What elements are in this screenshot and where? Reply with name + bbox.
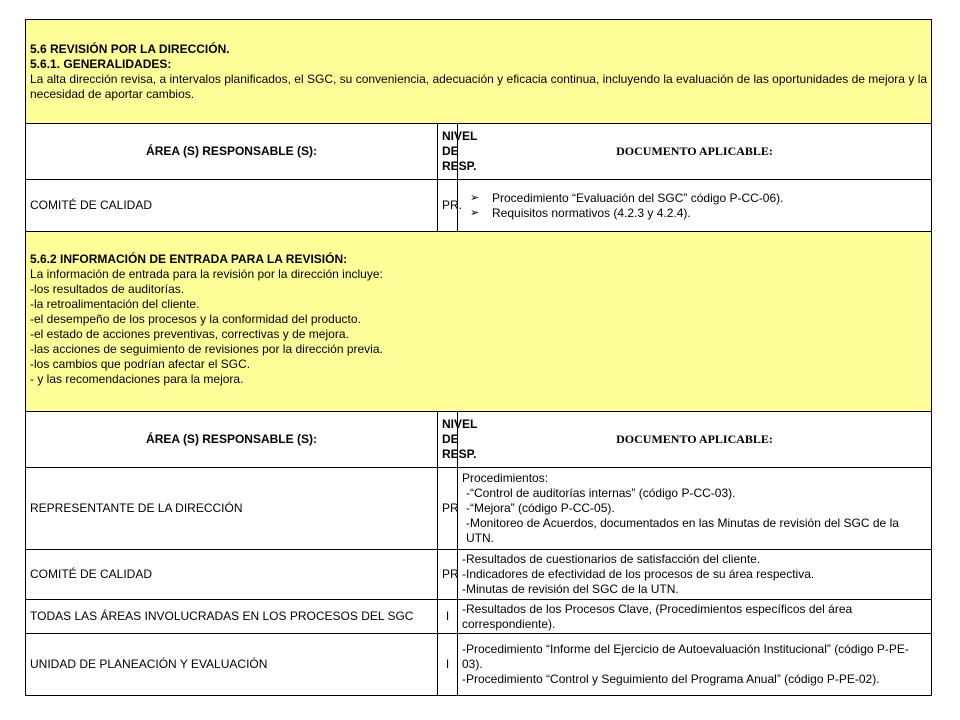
header-nivel [438, 412, 478, 468]
cell-nivel: PR [438, 468, 458, 550]
arrow-bullet-icon: ➢ [470, 191, 480, 204]
cell-nivel: I [438, 600, 458, 634]
cell-documento [458, 550, 932, 600]
section-line: -el desempeño de los procesos y la conformidad del producto. [30, 312, 361, 326]
doc-line: -Resultados de cuestionarios de satisfacción del cliente. [462, 552, 761, 566]
cell-area: COMITÉ DE CALIDAD [26, 550, 438, 600]
section-body: La alta dirección revisa, a intervalos planificados, el SGC, su conveniencia, adecuación y eficacia continua, incluyendo la evaluación de las oportunidades de mejora y la necesidad de aportar cambios. [30, 72, 928, 101]
section-line: -las acciones de seguimiento de revisiones por la dirección previa. [30, 342, 383, 356]
list-item [470, 206, 927, 221]
section-line: -el estado de acciones preventivas, correctivas y de mejora. [30, 327, 349, 341]
table-row [26, 634, 932, 696]
doc-line: Procedimientos: [462, 471, 549, 485]
section-line: -la retroalimentación del cliente. [30, 297, 200, 311]
header-nivel-line: DE [442, 432, 459, 446]
table-row [26, 550, 932, 600]
doc-line: -Procedimiento “Informe del Ejercicio de Autoevaluación Institucional” (código P-PE-03). [462, 642, 909, 671]
cell-nivel: I [438, 634, 458, 696]
cell-documento [458, 468, 932, 550]
header-nivel-line: NIVEL [442, 129, 478, 143]
cell-nivel: PR. [438, 180, 458, 232]
doc-line: -Monitoreo de Acuerdos, documentados en las Minutas de revisión del SGC de la UTN. [466, 516, 899, 545]
header-nivel [438, 124, 478, 180]
procedure-table [25, 19, 932, 696]
header-nivel-line: DE [442, 144, 459, 158]
header-area: ÁREA (S) RESPONSABLE (S): [26, 412, 438, 468]
list-item-text: Procedimiento “Evaluación del SGC” código P-CC-06). [492, 190, 784, 205]
header-area: ÁREA (S) RESPONSABLE (S): [26, 124, 438, 180]
doc-line: -Indicadores de efectividad de los procesos de su área respectiva. [462, 567, 815, 581]
header-nivel-line: RESP. [442, 159, 477, 173]
section-subtitle: 5.6.1. GENERALIDADES: [30, 57, 172, 71]
cell-documento [458, 634, 932, 696]
list-item [470, 191, 927, 206]
list-item-text: Requisitos normativos (4.2.3 y 4.2.4). [492, 205, 691, 220]
header-nivel-line: NIVEL [442, 417, 478, 431]
doc-line: -“Control de auditorías internas” (código P-CC-03). [466, 486, 736, 500]
cell-area: TODAS LAS ÁREAS INVOLUCRADAS EN LOS PROCESOS DEL SGC [26, 600, 438, 634]
header-documento: DOCUMENTO APLICABLE: [458, 124, 932, 180]
section-title: 5.6.2 INFORMACIÓN DE ENTRADA PARA LA REVISIÓN: [30, 252, 348, 266]
header-nivel-line: RESP. [442, 447, 477, 461]
doc-line: -“Mejora” (código P-CC-05). [466, 501, 615, 515]
document-list [462, 191, 927, 221]
cell-area: UNIDAD DE PLANEACIÓN Y EVALUACIÓN [26, 634, 438, 696]
cell-area: COMITÉ DE CALIDAD [26, 180, 438, 232]
arrow-bullet-icon: ➢ [470, 206, 480, 219]
doc-line: -Resultados de los Procesos Clave, (Procedimientos específicos del área correspondiente). [462, 601, 853, 631]
section-line: -los cambios que podrían afectar el SGC. [30, 357, 251, 371]
section-line: La información de entrada para la revisión por la dirección incluye: [30, 267, 383, 281]
table-row [26, 180, 932, 232]
section-title: 5.6 REVISIÓN POR LA DIRECCIÓN. [30, 42, 230, 56]
section-line: - y las recomendaciones para la mejora. [30, 372, 244, 386]
cell-documento [458, 600, 932, 634]
section-generalidades [26, 20, 932, 124]
doc-line: -Procedimiento “Control y Seguimiento del Programa Anual” (código P-PE-02). [462, 672, 880, 686]
cell-nivel: PR [438, 550, 458, 600]
cell-documento [458, 180, 932, 232]
table-row [26, 600, 932, 634]
header-documento: DOCUMENTO APLICABLE: [458, 412, 932, 468]
doc-line: -Minutas de revisión del SGC de la UTN. [462, 582, 679, 596]
section-informacion-entrada [26, 232, 932, 412]
table-row [26, 468, 932, 550]
cell-area: REPRESENTANTE DE LA DIRECCIÓN [26, 468, 438, 550]
section-line: -los resultados de auditorías. [30, 282, 185, 296]
